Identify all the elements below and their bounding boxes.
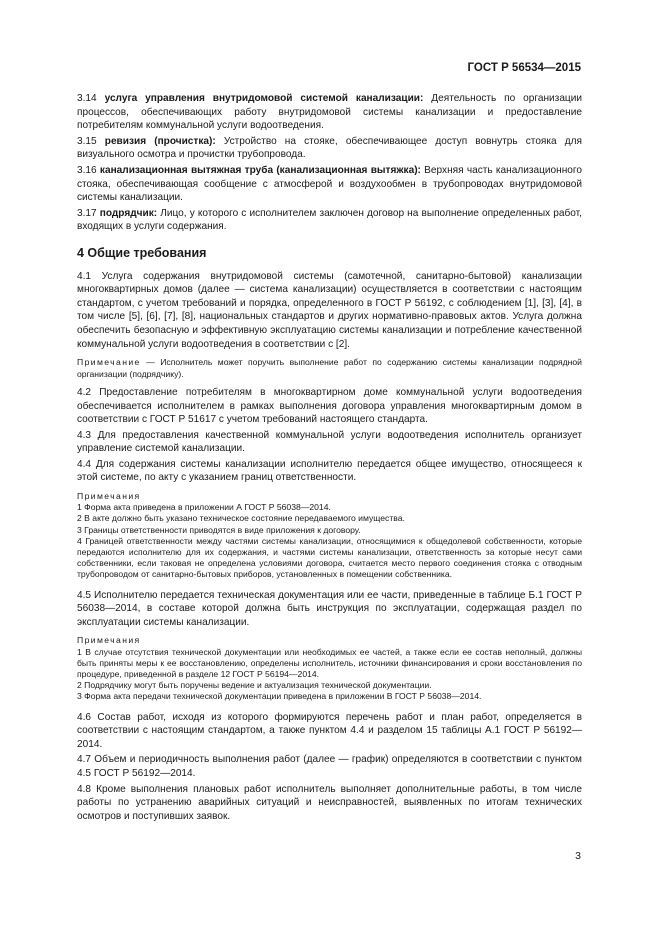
definition-3-16: 3.16 канализационная вытяжная труба (канализационная вытяжка): Верхняя часть канализационного стояка, обеспечивающая сообщение с атмосферой и воздухообмен в трубопроводах внутридомовой системы канализации. bbox=[77, 164, 582, 204]
paragraph-4-2: 4.2 Предоставление потребителям в многоквартирном доме коммунальной услуги водоотведения обеспечивается исполнителем в рамках выполнения договора управления многоквартирным домом в соответствии с ГОСТ Р 51617 с учетом требований настоящего стандарта. bbox=[77, 386, 582, 426]
notes-title: Примечания bbox=[77, 635, 141, 646]
paragraph-4-3: 4.3 Для предоставления качественной коммунальной услуги водоотведения исполнитель организует управление системой канализации. bbox=[77, 429, 582, 455]
paragraph-4-4: 4.4 Для содержания системы канализации исполнителю передается общее имущество, относящееся к этой системе, по акту с указанием границ ответственности. bbox=[77, 458, 582, 484]
notes-4-4 bbox=[77, 491, 582, 581]
note-item: 2 В акте должно быть указано техническое состояние передаваемого имущества. bbox=[77, 513, 405, 524]
note-item: 1 В случае отсутствия технической документации или необходимых ее частей, а также если ее состав неполный, должны быть приняты меры к ее восстановлению, определены исполнитель, источники финансирования и сроки восстановления по процедуре, приведенной в разделе 12 ГОСТ Р 56194—2014. bbox=[77, 646, 582, 680]
definition-3-14: 3.14 услуга управления внутридомовой системой канализации: Деятельность по организации процессов, обеспечивающих работу внутридомовой системы канализации и предоставление потребителям коммунальной услуги водоотведения. bbox=[77, 93, 582, 132]
paragraph-4-1: 4.1 Услуга содержания внутридомовой системы (самотечной, санитарно-бытовой) канализации многоквартирных домов (далее — система канализации) осуществляется в соответствии с настоящим стандартом, с учетом требований и порядка, определенного в ГОСТ Р 56192, с соблюдением [1], [3], [4], в том числе [5], [6], [7], [8], национальных стандартов и других нормативно-правовых актов. Услуга должна обеспечить безопасную и эффективную эксплуатацию системы канализации и потребление качественной коммунальной услуги водоотведения в соответствии с [2]. bbox=[77, 270, 582, 350]
paragraph-4-6: 4.6 Состав работ, исходя из которого формируются перечень работ и план работ, определяется в соответствии с настоящим стандартом, а также пунктом 4.4 и разделом 15 таблицы А.1 ГОСТ Р 56192—2014. bbox=[77, 711, 582, 750]
definition-3-17: 3.17 подрядчик: Лицо, у которого с исполнителем заключен договор на выполнение определенных работ, входящих в услуги содержания. bbox=[77, 207, 582, 233]
note-item: 2 Подрядчику могут быть поручены ведение и актуализация технической документации. bbox=[77, 680, 432, 691]
page-body bbox=[77, 92, 582, 825]
section-title: 4 Общие требования bbox=[77, 245, 207, 260]
note-4-1: Примечание — Исполнитель может поручить выполнение работ по содержанию системы канализации подрядной организации (подрядчику). bbox=[77, 357, 582, 379]
notes-title: Примечания bbox=[77, 491, 141, 502]
note-item: 1 Форма акта приведена в приложении А ГОСТ Р 56038—2014. bbox=[77, 502, 331, 513]
definition-3-15: 3.15 ревизия (прочистка): Устройство на стояке, обеспечивающее доступ вовнутрь стояка для визуального осмотра и прочистки трубопровода. bbox=[77, 135, 583, 161]
paragraph-4-5: 4.5 Исполнителю передается техническая документация или ее части, приведенные в таблице Б.1 ГОСТ Р 56038—2014, в составе которой должна быть инструкция по эксплуатации, содержащая раздел по эксплуатации системы канализации. bbox=[77, 589, 582, 628]
note-item: 3 Границы ответственности приводятся в виде приложения к договору. bbox=[77, 524, 361, 535]
paragraph-4-7: 4.7 Объем и периодичность выполнения работ (далее — график) определяются в соответствии с пунктом 4.5 ГОСТ Р 56192—2014. bbox=[77, 754, 582, 780]
notes-4-5 bbox=[77, 635, 582, 702]
page-number: 3 bbox=[575, 850, 581, 862]
document-code: ГОСТ Р 56534—2015 bbox=[467, 62, 581, 74]
paragraph-4-8: 4.8 Кроме выполнения плановых работ исполнитель выполняет дополнительные работы, в том числе работы по устранению аварийных ситуаций и неисправностей, выявленных по итогам технических осмотров и поступивших заявок. bbox=[77, 783, 582, 822]
note-item: 3 Форма акта передачи технической документации приведена в приложении В ГОСТ Р 56038—2014. bbox=[77, 691, 482, 702]
note-item: 4 Границей ответственности между частями системы канализации, относящимися к общедолевой собственности, которые передаются исполнителю для их содержания, и частями системы канализации, ответственность за которые несут сами собственники, если таковая не определена условиями договора, считается место первого соединения стояка с отводным трубопроводом от санитарно-бытовых приборов, установленных в помещении собственника. bbox=[77, 535, 582, 580]
